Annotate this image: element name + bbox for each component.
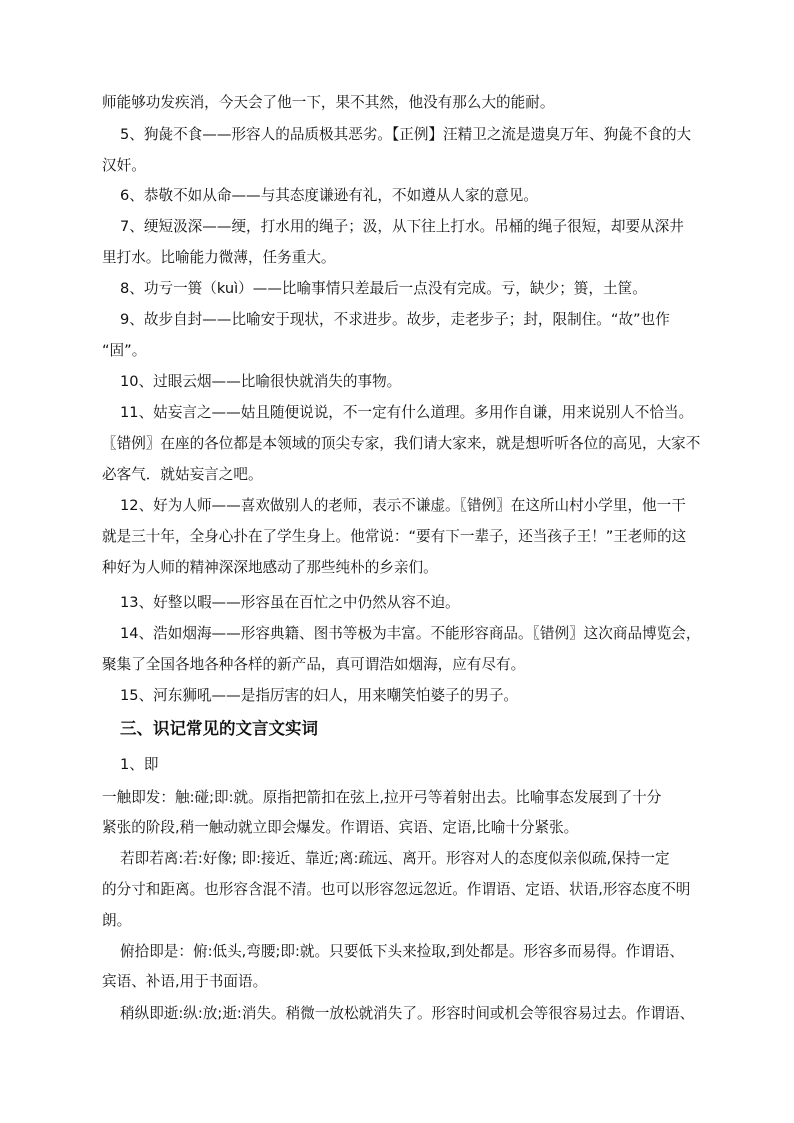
text-line: 紧张的阶段,稍一触动就立即会爆发。作谓语、宾语、定语,比喻十分紧张。 bbox=[102, 819, 579, 836]
text-line: 6、恭敬不如从命——与其态度谦逊有礼，不如遵从人家的意见。 bbox=[120, 187, 538, 204]
text-line: 10、过眼云烟——比喻很快就消失的事物。 bbox=[120, 373, 402, 390]
text-line: 朗。 bbox=[102, 912, 132, 929]
text-line: 就是三十年，全身心扑在了学生身上。他常说：“要有下一辈子，还当孩子王！”王老师的这 bbox=[102, 528, 687, 545]
section-heading: 三、识记常见的文言文实词 bbox=[120, 719, 318, 738]
text-line: 宾语、补语,用于书面语。 bbox=[102, 973, 268, 990]
text-line: 一触即发：触:碰;即:就。原指把箭扣在弦上,拉开弓等着射出去。比喻事态发展到了十分 bbox=[102, 789, 662, 806]
text-line: 种好为人师的精神深深地感动了那些纯朴的乡亲们。 bbox=[102, 559, 438, 576]
text-line: 13、好整以暇——形容虽在百忙之中仍然从容不迫。 bbox=[120, 594, 460, 611]
text-line: 12、好为人师——喜欢做别人的老师，表示不谦虚。〖错例〗在这所山村小学里，他一干 bbox=[120, 497, 686, 514]
text-line: 7、绠短汲深——绠，打水用的绳子；汲，从下往上打水。吊桶的绳子很短，却要从深井 bbox=[120, 218, 684, 235]
text-line: 〖错例〗在座的各位都是本领域的顶尖专家，我们请大家来，就是想听听各位的高见，大家不 bbox=[102, 435, 701, 452]
text-line: 汉奸。 bbox=[102, 157, 146, 174]
text-line: 里打水。比喻能力微薄，任务重大。 bbox=[102, 249, 336, 266]
text-line: 稍纵即逝:纵:放;逝:消失。稍微一放松就消失了。形容时间或机会等很容易过去。作谓语、 bbox=[120, 1005, 695, 1022]
text-line: 11、姑妄言之——姑且随便说说，不一定有什么道理。多用作自谦，用来说别人不恰当。 bbox=[120, 404, 694, 421]
text-line: 9、故步自封——比喻安于现状，不求进步。故步，走老步子；封，限制住。“故”也作 bbox=[120, 311, 670, 328]
text-line: 必客气．就姑妄言之吧。 bbox=[102, 466, 263, 483]
text-line: 14、浩如烟海——形容典籍、图书等极为丰富。不能形容商品。〖错例〗这次商品博览会， bbox=[120, 625, 701, 642]
text-line: 聚集了全国各地各种各样的新产品，真可谓浩如烟海，应有尽有。 bbox=[102, 656, 526, 673]
text-line: 1、即 bbox=[120, 756, 159, 773]
text-line: 若即若离:若:好像; 即:接近、靠近;离:疏远、离开。形容对人的态度似亲似疏,保持一定 bbox=[120, 850, 670, 867]
text-line: 15、河东狮吼——是指厉害的妇人，用来嘲笑怕婆子的男子。 bbox=[120, 687, 519, 704]
text-line: 8、功亏一篑（kuì）——比喻事情只差最后一点没有完成。亏，缺少；篑，土筐。 bbox=[120, 280, 647, 297]
text-line: 5、狗彘不食——形容人的品质极其恶劣。【正例】汪精卫之流是遗臭万年、狗彘不食的大 bbox=[120, 126, 692, 143]
text-line: “固”。 bbox=[102, 342, 147, 359]
text-line: 师能够功发疾消，今天会了他一下，果不其然，他没有那么大的能耐。 bbox=[102, 94, 555, 111]
text-line: 俯拾即是：俯:低头,弯腰;即:就。只要低下头来捡取,到处都是。形容多而易得。作谓语、 bbox=[120, 943, 685, 960]
text-line: 的分寸和距离。也形容含混不清。也可以形容忽远忽近。作谓语、定语、状语,形容态度不明 bbox=[102, 881, 691, 898]
